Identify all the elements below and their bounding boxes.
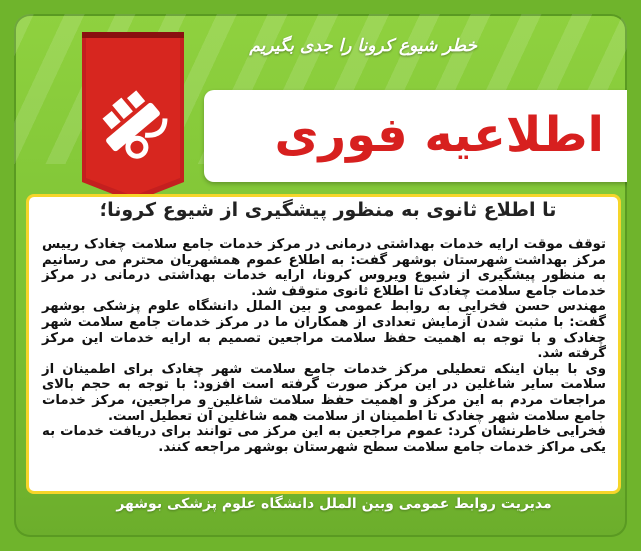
announcement-body <box>42 237 606 455</box>
paragraph: فخرایی خاطرنشان کرد: عموم مراجعین به این مرکز می توانند برای دریافت خدمات به یکی مراکز خدمات جامع سلامت سطح شهرستان بوشهر مراجعه کنند. <box>42 424 606 455</box>
university-emblem-icon <box>80 32 186 202</box>
paragraph: وی با بیان اینکه تعطیلی مرکز خدمات جامع سلامت شهر چغادک برای اطمینان از سلامت سایر شاغلین در این مرکز صورت گرفته است افزود: با توجه به حجم بالای مراجعات مردم به این مرکز و اهمیت حفظ سلامت شاغلین و مراجعین، مرکز خدمات جامع سلامت شهر چغادک تا اطمینان از سلامت همه شاغلین آن تعطیل است. <box>42 361 606 424</box>
paragraph: توقف موقت ارایه خدمات بهداشتی درمانی در مرکز خدمات جامع سلامت چغادک رییس مرکز بهداشت شهرستان بوشهر گفت: به اطلاع عموم همشهریان محترم می رسانیم به منظور پیشگیری از شیوع ویروس کرونا، ارایه خدمات بهداشتی درمانی در مرکز خدمات جامع سلامت چغادک تا اطلاع ثانوی متوقف شد. <box>42 237 606 299</box>
announcement-panel <box>26 194 621 494</box>
banner-title: اطلاعیه فوری <box>274 107 604 163</box>
slogan-text: خطر شیوع کرونا را جدی بگیریم <box>249 36 477 56</box>
title-banner <box>204 90 627 182</box>
paragraph: مهندس حسن فخرایی به روابط عمومی و بین الملل دانشگاه علوم پزشکی بوشهر گفت: با مثبت شدن آزمایش تعدادی از همکاران ما در مرکز خدمات جامع سلامت شهر چغادک و با توجه به اهمیت حفظ سلامت مراجعین تصمیم به ارایه خدمات این مرکز گرفته شد. <box>42 299 606 362</box>
announcement-headline: تا اطلاع ثانوی به منظور پیشگیری از شیوع کرونا؛ <box>99 199 557 221</box>
poster-background <box>14 14 627 537</box>
footer-credit: مدیریت روابط عمومی وبین الملل دانشگاه علوم پزشکی بوشهر <box>116 496 552 512</box>
